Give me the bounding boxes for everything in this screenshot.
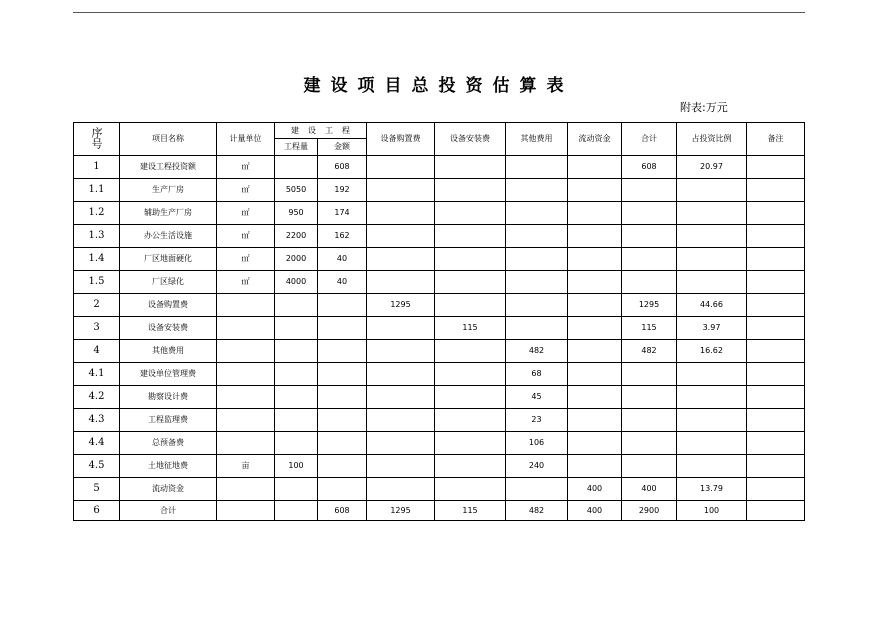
- row-quantity: [275, 478, 318, 501]
- row-total: 1295: [622, 294, 677, 317]
- header-equipment-purchase: 设备购置费: [367, 123, 435, 156]
- row-total: [622, 271, 677, 294]
- row-equipment-install: [435, 156, 506, 179]
- row-amount: [318, 386, 367, 409]
- row-other-costs: [506, 156, 568, 179]
- row-index: 4.1: [74, 363, 120, 386]
- header-amount: 金额: [318, 139, 367, 156]
- top-rule: [73, 12, 805, 13]
- row-quantity: [275, 363, 318, 386]
- row-name: 辅助生产厂房: [120, 202, 217, 225]
- table-row: [74, 156, 805, 179]
- table-row: [74, 386, 805, 409]
- row-amount: 192: [318, 179, 367, 202]
- row-index: 4: [74, 340, 120, 363]
- row-amount: [318, 455, 367, 478]
- row-working-capital: [568, 202, 622, 225]
- page-title: 建设项目总投资估算表: [303, 76, 574, 96]
- row-equipment-purchase: [367, 271, 435, 294]
- row-name: 设备安装费: [120, 317, 217, 340]
- row-remark: [747, 248, 805, 271]
- header-row-top: [74, 123, 805, 139]
- row-unit: [217, 432, 275, 455]
- row-remark: [747, 409, 805, 432]
- row-working-capital: [568, 317, 622, 340]
- row-equipment-purchase: [367, 179, 435, 202]
- row-quantity: 950: [275, 202, 318, 225]
- row-unit: [217, 409, 275, 432]
- row-remark: [747, 386, 805, 409]
- row-index: 1.2: [74, 202, 120, 225]
- row-working-capital: [568, 294, 622, 317]
- row-equipment-install: [435, 294, 506, 317]
- row-equipment-install: [435, 455, 506, 478]
- row-equipment-purchase: [367, 432, 435, 455]
- row-working-capital: [568, 225, 622, 248]
- row-equipment-purchase: [367, 340, 435, 363]
- row-name: 办公生活设施: [120, 225, 217, 248]
- table-row: [74, 294, 805, 317]
- row-unit: ㎡: [217, 225, 275, 248]
- row-total: 2900: [622, 501, 677, 521]
- row-amount: [318, 478, 367, 501]
- row-ratio: [677, 386, 747, 409]
- row-equipment-install: [435, 409, 506, 432]
- row-quantity: [275, 409, 318, 432]
- row-equipment-purchase: 1295: [367, 501, 435, 521]
- row-name: 合计: [120, 501, 217, 521]
- table-row: [74, 225, 805, 248]
- row-name: 土地征地费: [120, 455, 217, 478]
- row-total: [622, 363, 677, 386]
- row-quantity: 2200: [275, 225, 318, 248]
- row-equipment-install: [435, 179, 506, 202]
- row-quantity: [275, 294, 318, 317]
- row-index: 1.4: [74, 248, 120, 271]
- row-total: 608: [622, 156, 677, 179]
- row-remark: [747, 340, 805, 363]
- row-total: [622, 202, 677, 225]
- row-remark: [747, 225, 805, 248]
- header-other-costs: 其他费用: [506, 123, 568, 156]
- row-equipment-purchase: [367, 225, 435, 248]
- row-index: 1: [74, 156, 120, 179]
- row-amount: [318, 409, 367, 432]
- row-total: [622, 409, 677, 432]
- unit-note: 附表:万元: [680, 101, 728, 114]
- row-quantity: [275, 432, 318, 455]
- row-name: 建设工程投资额: [120, 156, 217, 179]
- header-total: 合计: [622, 123, 677, 156]
- row-unit: ㎡: [217, 156, 275, 179]
- row-unit: [217, 386, 275, 409]
- row-other-costs: [506, 294, 568, 317]
- row-equipment-install: [435, 225, 506, 248]
- row-unit: [217, 294, 275, 317]
- table-row: [74, 248, 805, 271]
- header-working-capital: 流动资金: [568, 123, 622, 156]
- row-remark: [747, 156, 805, 179]
- row-equipment-install: [435, 432, 506, 455]
- row-index: 2: [74, 294, 120, 317]
- row-unit: ㎡: [217, 202, 275, 225]
- row-index: 5: [74, 478, 120, 501]
- row-working-capital: [568, 409, 622, 432]
- header-equipment-install: 设备安装费: [435, 123, 506, 156]
- row-amount: [318, 317, 367, 340]
- row-amount: 40: [318, 248, 367, 271]
- row-name: 流动资金: [120, 478, 217, 501]
- row-remark: [747, 317, 805, 340]
- row-ratio: 20.97: [677, 156, 747, 179]
- row-total: [622, 432, 677, 455]
- row-equipment-install: 115: [435, 317, 506, 340]
- row-other-costs: [506, 179, 568, 202]
- row-ratio: [677, 225, 747, 248]
- row-ratio: [677, 179, 747, 202]
- row-equipment-purchase: 1295: [367, 294, 435, 317]
- row-index: 1.5: [74, 271, 120, 294]
- table-row: [74, 409, 805, 432]
- row-working-capital: [568, 363, 622, 386]
- header-remarks: 备注: [747, 123, 805, 156]
- row-remark: [747, 294, 805, 317]
- row-equipment-purchase: [367, 363, 435, 386]
- row-total: [622, 248, 677, 271]
- header-ratio: 占投资比例: [677, 123, 747, 156]
- table-row: [74, 340, 805, 363]
- header-quantity: 工程量: [275, 139, 318, 156]
- row-total: 400: [622, 478, 677, 501]
- row-index: 4.3: [74, 409, 120, 432]
- row-amount: 608: [318, 156, 367, 179]
- row-ratio: [677, 363, 747, 386]
- row-quantity: [275, 501, 318, 521]
- row-equipment-purchase: [367, 409, 435, 432]
- row-working-capital: 400: [568, 501, 622, 521]
- row-quantity: [275, 156, 318, 179]
- row-equipment-purchase: [367, 478, 435, 501]
- row-quantity: [275, 386, 318, 409]
- row-other-costs: 106: [506, 432, 568, 455]
- row-other-costs: 23: [506, 409, 568, 432]
- row-other-costs: 45: [506, 386, 568, 409]
- row-equipment-install: [435, 248, 506, 271]
- row-index: 3: [74, 317, 120, 340]
- row-working-capital: [568, 432, 622, 455]
- row-name: 设备购置费: [120, 294, 217, 317]
- row-working-capital: [568, 179, 622, 202]
- row-remark: [747, 478, 805, 501]
- row-ratio: [677, 202, 747, 225]
- header-unit: 计量单位: [217, 123, 275, 156]
- row-amount: [318, 432, 367, 455]
- row-index: 4.5: [74, 455, 120, 478]
- row-equipment-install: [435, 478, 506, 501]
- row-working-capital: [568, 248, 622, 271]
- table-row: [74, 478, 805, 501]
- row-equipment-purchase: [367, 386, 435, 409]
- row-name: 工程监理费: [120, 409, 217, 432]
- row-name: 生产厂房: [120, 179, 217, 202]
- table-row: [74, 317, 805, 340]
- row-index: 1.1: [74, 179, 120, 202]
- investment-estimate-table: [73, 122, 805, 521]
- row-equipment-purchase: [367, 202, 435, 225]
- row-total: [622, 386, 677, 409]
- row-other-costs: 482: [506, 340, 568, 363]
- row-quantity: [275, 317, 318, 340]
- row-name: 总预备费: [120, 432, 217, 455]
- row-remark: [747, 455, 805, 478]
- row-name: 勘察设计费: [120, 386, 217, 409]
- row-ratio: [677, 248, 747, 271]
- row-ratio: 100: [677, 501, 747, 521]
- row-working-capital: [568, 386, 622, 409]
- row-other-costs: 240: [506, 455, 568, 478]
- row-total: [622, 455, 677, 478]
- row-unit: 亩: [217, 455, 275, 478]
- row-ratio: [677, 455, 747, 478]
- row-unit: [217, 317, 275, 340]
- row-remark: [747, 432, 805, 455]
- row-total: 482: [622, 340, 677, 363]
- row-equipment-install: [435, 271, 506, 294]
- header-name: 项目名称: [120, 123, 217, 156]
- row-unit: [217, 501, 275, 521]
- row-index: 4.4: [74, 432, 120, 455]
- row-quantity: [275, 340, 318, 363]
- row-equipment-purchase: [367, 317, 435, 340]
- row-unit: ㎡: [217, 248, 275, 271]
- table-row: [74, 455, 805, 478]
- row-index: 4.2: [74, 386, 120, 409]
- table-row: [74, 271, 805, 294]
- row-working-capital: [568, 340, 622, 363]
- row-amount: [318, 340, 367, 363]
- row-quantity: 4000: [275, 271, 318, 294]
- row-other-costs: 482: [506, 501, 568, 521]
- table-body: [74, 156, 805, 521]
- row-equipment-purchase: [367, 248, 435, 271]
- row-remark: [747, 179, 805, 202]
- row-amount: 40: [318, 271, 367, 294]
- row-ratio: [677, 432, 747, 455]
- row-total: [622, 225, 677, 248]
- row-other-costs: [506, 225, 568, 248]
- row-equipment-install: 115: [435, 501, 506, 521]
- row-unit: ㎡: [217, 271, 275, 294]
- row-other-costs: [506, 317, 568, 340]
- row-other-costs: [506, 202, 568, 225]
- table-row: [74, 432, 805, 455]
- row-unit: [217, 478, 275, 501]
- row-quantity: 100: [275, 455, 318, 478]
- row-ratio: 13.79: [677, 478, 747, 501]
- header-construction-group: 建设工程: [275, 123, 367, 139]
- row-ratio: [677, 271, 747, 294]
- table-row: [74, 501, 805, 521]
- row-equipment-install: [435, 202, 506, 225]
- row-working-capital: [568, 455, 622, 478]
- row-name: 厂区地面硬化: [120, 248, 217, 271]
- row-ratio: 16.62: [677, 340, 747, 363]
- row-equipment-install: [435, 386, 506, 409]
- row-other-costs: [506, 478, 568, 501]
- table-row: [74, 363, 805, 386]
- row-quantity: 2000: [275, 248, 318, 271]
- row-other-costs: [506, 271, 568, 294]
- row-other-costs: [506, 248, 568, 271]
- row-amount: 162: [318, 225, 367, 248]
- row-remark: [747, 363, 805, 386]
- row-ratio: 3.97: [677, 317, 747, 340]
- row-equipment-purchase: [367, 455, 435, 478]
- table-row: [74, 202, 805, 225]
- row-name: 厂区绿化: [120, 271, 217, 294]
- row-amount: 608: [318, 501, 367, 521]
- row-remark: [747, 501, 805, 521]
- row-amount: [318, 363, 367, 386]
- row-name: 建设单位管理费: [120, 363, 217, 386]
- row-working-capital: [568, 271, 622, 294]
- row-amount: 174: [318, 202, 367, 225]
- row-ratio: [677, 409, 747, 432]
- row-ratio: 44.66: [677, 294, 747, 317]
- row-quantity: 5050: [275, 179, 318, 202]
- row-index: 1.3: [74, 225, 120, 248]
- row-remark: [747, 202, 805, 225]
- row-remark: [747, 271, 805, 294]
- row-working-capital: [568, 156, 622, 179]
- row-working-capital: 400: [568, 478, 622, 501]
- row-unit: [217, 340, 275, 363]
- row-index: 6: [74, 501, 120, 521]
- row-equipment-purchase: [367, 156, 435, 179]
- row-unit: [217, 363, 275, 386]
- row-total: [622, 179, 677, 202]
- row-equipment-install: [435, 363, 506, 386]
- row-other-costs: 68: [506, 363, 568, 386]
- header-index: 序号: [74, 123, 120, 156]
- row-equipment-install: [435, 340, 506, 363]
- table-row: [74, 179, 805, 202]
- row-name: 其他费用: [120, 340, 217, 363]
- row-amount: [318, 294, 367, 317]
- row-total: 115: [622, 317, 677, 340]
- row-unit: ㎡: [217, 179, 275, 202]
